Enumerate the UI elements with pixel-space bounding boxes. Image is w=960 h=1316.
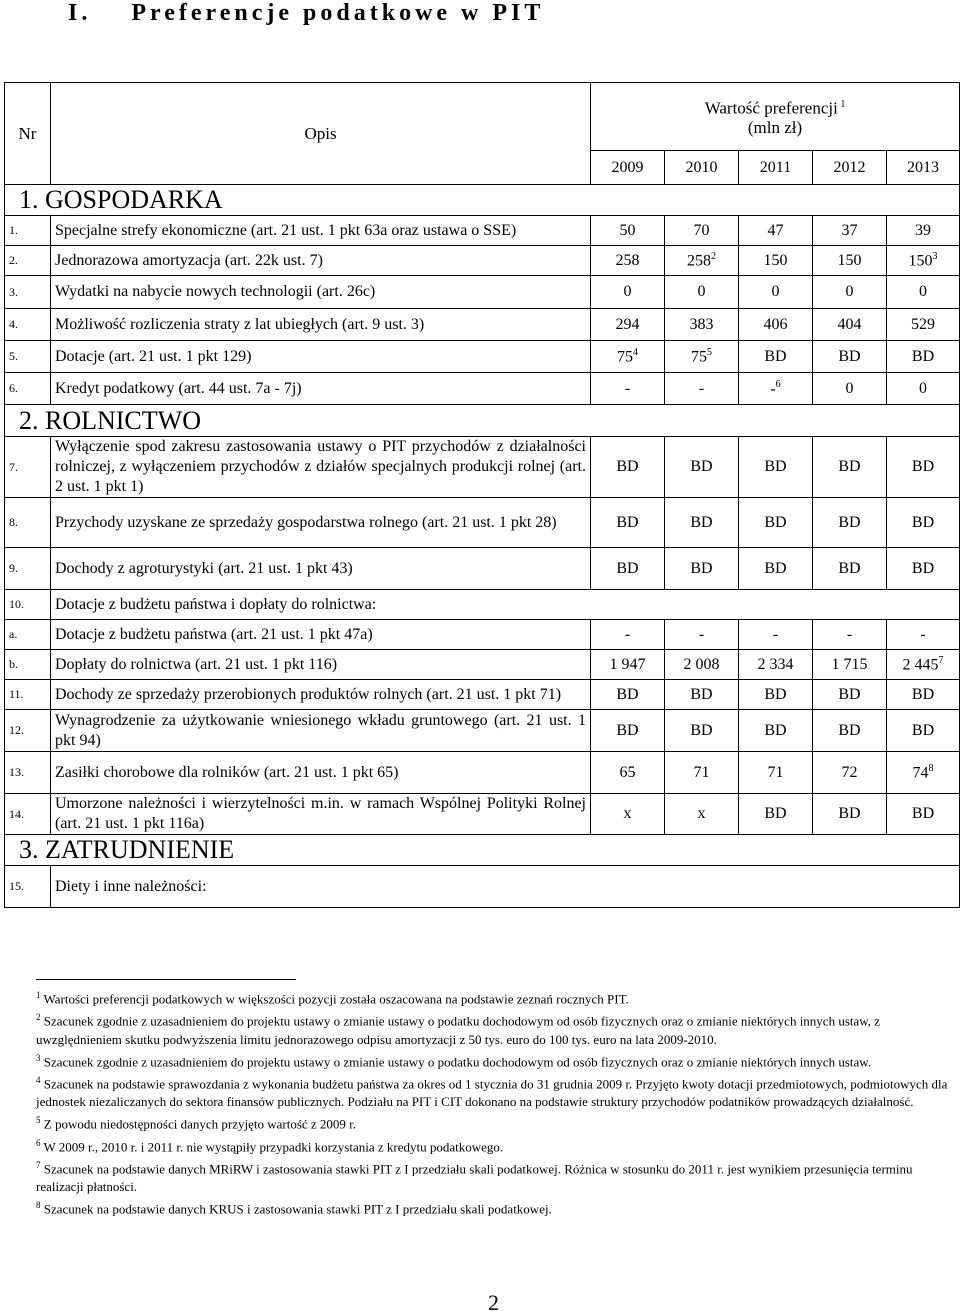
table-row [5, 710, 960, 752]
value-cell [665, 437, 739, 498]
value: BD [690, 721, 713, 739]
value-cell [591, 276, 665, 309]
value-cell [665, 309, 739, 341]
page-number: 2 [488, 1290, 499, 1315]
value: BD [911, 805, 935, 822]
value-cell [887, 548, 960, 590]
value: x [623, 805, 632, 822]
footnote [36, 1196, 960, 1218]
value-cell [813, 650, 887, 680]
value: 70 [693, 221, 710, 239]
footnote [36, 986, 960, 1008]
page-title [68, 0, 544, 27]
row-number: 15. [5, 866, 51, 908]
value: 150 [763, 251, 788, 269]
value-cell [739, 309, 813, 341]
row-description: Wydatki na nabycie nowych technologii (art. 26c) [51, 276, 591, 309]
value-cell [591, 680, 665, 710]
footnote-ref: 6 [775, 378, 781, 390]
row-description: Dotacje z budżetu państwa (art. 21 ust. 1 pkt 47a) [51, 620, 591, 650]
value-cell [665, 794, 739, 835]
footnote-number: 1 [36, 990, 41, 1000]
value: BD [764, 721, 787, 739]
table-row [5, 276, 960, 309]
value: BD [838, 513, 861, 531]
value: 47 [767, 221, 784, 239]
row-number: 12. [5, 710, 51, 752]
table-row [5, 246, 960, 276]
preferences-table [4, 82, 960, 908]
value-cell [739, 276, 813, 309]
row-description: Możliwość rozliczenia straty z lat ubiegłych (art. 9 ust. 3) [51, 309, 591, 341]
row-number: 13. [5, 752, 51, 794]
empty-cell [591, 185, 960, 216]
value-cell [665, 246, 739, 276]
value: 0 [623, 283, 632, 300]
value-cell [887, 620, 960, 650]
value: 258 [687, 252, 711, 270]
table-row [5, 341, 960, 373]
footnote-ref: 8 [928, 762, 934, 774]
table-row [5, 620, 960, 650]
footnote-text: W 2009 r., 2010 r. i 2011 r. nie wystąpiły przypadki korzystania z kredytu podatkowego. [43, 1138, 504, 1154]
footnote-ref: 2 [711, 250, 716, 262]
row-description: Diety i inne należności: [51, 866, 960, 908]
value: 406 [763, 315, 788, 333]
value-cell [665, 216, 739, 246]
value: 0 [919, 379, 928, 397]
header-wartosc-label: Wartość preferencji [704, 98, 838, 118]
value: - [846, 625, 853, 643]
value-cell [739, 710, 813, 752]
value-cell [665, 341, 739, 373]
value: 0 [845, 283, 854, 300]
value-cell [591, 620, 665, 650]
value-cell [665, 710, 739, 752]
row-description: Umorzone należności i wierzytelności m.in. w ramach Wspólnej Polityki Rolnej (art. 21 ust. 1 pkt 116a) [51, 794, 591, 835]
value: BD [764, 559, 787, 577]
value: 258 [615, 251, 640, 269]
value-cell [813, 794, 887, 835]
value: - [698, 379, 705, 397]
footnote-number: 7 [36, 1159, 41, 1170]
value-cell [739, 437, 813, 498]
header-wartosc [591, 83, 960, 151]
value-cell [813, 246, 887, 276]
footnote-ref: 7 [938, 654, 944, 666]
value-cell [813, 752, 887, 794]
value: 0 [919, 283, 928, 300]
value-cell [813, 309, 887, 341]
value: 71 [767, 763, 784, 781]
row-description: Zasiłki chorobowe dla rolników (art. 21 ust. 1 pkt 65) [51, 752, 591, 794]
footnote [36, 1134, 960, 1156]
value: 1 947 [609, 655, 646, 673]
footnote [36, 1071, 960, 1111]
value: 2 334 [757, 655, 794, 673]
value-cell [813, 216, 887, 246]
value: - [770, 380, 776, 398]
footnote-ref: 3 [932, 250, 938, 262]
table-row [5, 373, 960, 405]
value-cell [665, 498, 739, 548]
row-description: Wyłączenie spod zakresu zastosowania ustawy o PIT przychodów z działalności rolniczej, z wyłączeniem przychodów z działów specjalnych produkcji rolnej (art. 2 ust. 1 pkt 1) [51, 437, 591, 498]
value: 71 [693, 763, 710, 781]
footnote-number: 5 [36, 1115, 41, 1126]
value-cell [813, 548, 887, 590]
value-cell [739, 548, 813, 590]
value: 74 [912, 764, 929, 782]
value-cell [887, 276, 960, 309]
row-number: 9. [5, 548, 51, 590]
table-row [5, 752, 960, 794]
footnote-number: 4 [36, 1074, 41, 1085]
row-number: 1. [5, 216, 51, 246]
value-cell [591, 246, 665, 276]
value-cell [591, 794, 665, 835]
year-header: 2009 [591, 151, 665, 185]
footnote-text: Z powodu niedostępności danych przyjęto wartość z 2009 r. [43, 1116, 357, 1132]
value: 1 715 [831, 655, 868, 673]
value: BD [616, 721, 639, 739]
value: BD [690, 513, 713, 531]
table-row [5, 309, 960, 341]
footnote-number: 2 [36, 1012, 41, 1023]
value: 37 [841, 221, 858, 239]
value: x [697, 805, 706, 822]
value: BD [764, 347, 787, 365]
value-cell [887, 752, 960, 794]
value-cell [591, 710, 665, 752]
value-cell [813, 373, 887, 405]
value: BD [911, 513, 935, 531]
value: 0 [771, 283, 780, 300]
value-cell [591, 548, 665, 590]
value: BD [690, 559, 713, 577]
footnote-text: Szacunek zgodnie z uzasadnieniem do projektu ustawy o zmianie ustawy o podatku dochodowym od osób fizycznych oraz o zmianie niektórych innych ustaw, z uwzględnieniem skutku podwyższenia limitu jednorazowego odpisu amortyzacji z 50 tys. euro do 100 tys. euro na lata 2009-2010. [36, 1013, 881, 1047]
row-description: Wynagrodzenie za użytkowanie wniesionego wkładu gruntowego (art. 21 ust. 1 pkt 94) [51, 710, 591, 752]
row-description: Dopłaty do rolnictwa (art. 21 ust. 1 pkt 116) [51, 650, 591, 680]
year-header: 2010 [665, 151, 739, 185]
row-number: b. [5, 650, 51, 680]
value: 0 [845, 379, 854, 397]
value-cell [887, 680, 960, 710]
value-cell [739, 373, 813, 405]
value: 383 [689, 315, 714, 333]
value: 294 [615, 315, 640, 333]
header-nr: Nr [5, 83, 51, 185]
value: 2 445 [902, 656, 939, 674]
value-cell [665, 373, 739, 405]
row-description: Przychody uzyskane ze sprzedaży gospodarstwa rolnego (art. 21 ust. 1 pkt 28) [51, 498, 591, 548]
value: BD [764, 458, 787, 475]
year-header: 2012 [813, 151, 887, 185]
value-cell [813, 680, 887, 710]
value: 0 [697, 283, 706, 300]
row-number: 2. [5, 246, 51, 276]
row-description: Dotacje (art. 21 ust. 1 pkt 129) [51, 341, 591, 373]
value-cell [665, 276, 739, 309]
footnote [36, 1156, 960, 1196]
value: BD [764, 513, 787, 531]
value: 39 [915, 221, 932, 239]
row-description: Specjalne strefy ekonomiczne (art. 21 ust. 1 pkt 63a oraz ustawa o SSE) [51, 216, 591, 246]
value-cell [591, 373, 665, 405]
value-cell [887, 498, 960, 548]
value: 50 [619, 221, 636, 239]
value: BD [838, 685, 861, 703]
value-cell [813, 710, 887, 752]
value-cell [665, 620, 739, 650]
footnote-text: Szacunek zgodnie z uzasadnieniem do projektu ustawy o zmianie ustawy o podatku dochodowym od osób fizycznych oraz o zmianie niektórych innych ustaw. [43, 1053, 872, 1069]
value: - [698, 625, 705, 643]
title-number: I. [68, 0, 92, 26]
value-cell [887, 341, 960, 373]
value-cell [813, 498, 887, 548]
value-cell [591, 341, 665, 373]
row-number: 10. [5, 590, 51, 620]
value: 404 [837, 315, 862, 333]
value-cell [665, 548, 739, 590]
value-cell [739, 216, 813, 246]
table-row [5, 680, 960, 710]
footnote-separator [36, 979, 296, 980]
value-cell [887, 246, 960, 276]
value-cell [739, 794, 813, 835]
footnote-text: Wartości preferencji podatkowych w większości pozycji została oszacowana na podstawie zeznań rocznych PIT. [43, 991, 629, 1007]
value-cell [591, 309, 665, 341]
value: BD [838, 805, 861, 822]
value-cell [813, 620, 887, 650]
row-number: 3. [5, 276, 51, 309]
footnote [36, 1008, 960, 1048]
row-number: 14. [5, 794, 51, 835]
year-header: 2011 [739, 151, 813, 185]
header-unit: (mln zł) [747, 118, 803, 138]
row-description: Dochody z agroturystyki (art. 21 ust. 1 pkt 43) [51, 548, 591, 590]
value-cell [813, 437, 887, 498]
section-heading: 3. ZATRUDNIENIE [5, 835, 591, 866]
footnote-ref: 5 [707, 346, 712, 358]
value: BD [911, 721, 935, 739]
value-cell [739, 650, 813, 680]
footnotes [36, 986, 960, 1219]
footnote-text: Szacunek na podstawie danych MRiRW i zastosowania stawki PIT z I przedziału skali podatkowej. Różnica w stosunku do 2011 r. jest wynikiem przesunięcia terminu realizacji płatności. [36, 1161, 913, 1195]
value-cell [739, 752, 813, 794]
value: 150 [908, 252, 933, 270]
footnote-text: Szacunek na podstawie danych KRUS i zastosowania stawki PIT z I przedziału skali podatkowej. [43, 1201, 552, 1217]
header-opis: Opis [51, 83, 591, 185]
value-cell [813, 341, 887, 373]
row-description: Kredyt podatkowy (art. 44 ust. 7a - 7j) [51, 373, 591, 405]
footnote-number: 8 [36, 1200, 41, 1211]
value-cell [887, 710, 960, 752]
value: 529 [911, 315, 936, 333]
value-cell [591, 650, 665, 680]
row-number: 7. [5, 437, 51, 498]
value: BD [911, 685, 935, 703]
value: 75 [691, 348, 707, 366]
value-cell [591, 437, 665, 498]
empty-cell [591, 405, 960, 437]
footnote [36, 1111, 960, 1133]
value-cell [591, 752, 665, 794]
value: BD [616, 458, 639, 475]
year-header: 2013 [887, 151, 960, 185]
section-heading: 2. ROLNICTWO [5, 405, 591, 437]
value-cell [665, 650, 739, 680]
value: 72 [841, 763, 858, 781]
footnote-ref: 1 [837, 98, 846, 110]
table-row [5, 794, 960, 835]
value: BD [616, 513, 639, 531]
footnote-text: Szacunek na podstawie sprawozdania z wykonania budżetu państwa za okres od 1 stycznia do 31 grudnia 2009 r. Przyjęto kwoty dotacji przedmiotowych, podmiotowych dla jednostek niezaliczanych do sektora finansów publicznych. Podziału na PIT i CIT dokonano na podstawie struktury przychodów podatników prowadzących działalność. [36, 1076, 948, 1110]
footnote-ref: 4 [633, 346, 638, 358]
table-row [5, 866, 960, 908]
table-row [5, 498, 960, 548]
table-row [5, 548, 960, 590]
value: - [624, 625, 631, 643]
value-cell [813, 276, 887, 309]
row-number: 6. [5, 373, 51, 405]
footnote-number: 3 [36, 1052, 41, 1063]
table-row [5, 437, 960, 498]
row-number: 11. [5, 680, 51, 710]
value-cell [739, 680, 813, 710]
value: 75 [617, 348, 633, 366]
footnote [36, 1049, 960, 1071]
value-cell [739, 246, 813, 276]
value-cell [887, 794, 960, 835]
value: 150 [837, 251, 862, 269]
row-number: a. [5, 620, 51, 650]
row-description: Dotacje z budżetu państwa i dopłaty do rolnictwa: [51, 590, 960, 620]
value: - [920, 625, 926, 643]
value-cell [591, 498, 665, 548]
value: BD [616, 685, 639, 703]
value-cell [887, 216, 960, 246]
value: BD [690, 685, 713, 703]
section-heading: 1. GOSPODARKA [5, 185, 591, 216]
table-row [5, 590, 960, 620]
value: BD [838, 721, 861, 739]
table-row [5, 650, 960, 680]
value: 2 008 [683, 655, 720, 673]
row-number: 5. [5, 341, 51, 373]
value-cell [739, 498, 813, 548]
value: BD [911, 458, 935, 475]
title-text: Preferencje podatkowe w PIT [131, 0, 545, 26]
empty-cell [591, 835, 960, 866]
table-row [5, 216, 960, 246]
value: BD [690, 458, 713, 475]
value-cell [739, 620, 813, 650]
value-cell [887, 373, 960, 405]
value: BD [838, 458, 861, 475]
value-cell [887, 437, 960, 498]
row-number: 8. [5, 498, 51, 548]
value-cell [887, 309, 960, 341]
value: BD [616, 559, 639, 577]
value-cell [665, 752, 739, 794]
value-cell [665, 680, 739, 710]
value: BD [838, 559, 861, 577]
value: BD [764, 805, 787, 822]
row-description: Dochody ze sprzedaży przerobionych produktów rolnych (art. 21 ust. 1 pkt 71) [51, 680, 591, 710]
value: BD [911, 559, 935, 577]
value-cell [591, 216, 665, 246]
value: BD [911, 347, 935, 365]
value: BD [838, 347, 861, 365]
value: BD [764, 685, 787, 703]
row-number: 4. [5, 309, 51, 341]
value-cell [739, 341, 813, 373]
row-description: Jednorazowa amortyzacja (art. 22k ust. 7) [51, 246, 591, 276]
footnote-number: 6 [36, 1137, 41, 1148]
value-cell [887, 650, 960, 680]
value: - [624, 379, 631, 397]
value: - [772, 625, 779, 643]
value: 65 [619, 763, 636, 781]
